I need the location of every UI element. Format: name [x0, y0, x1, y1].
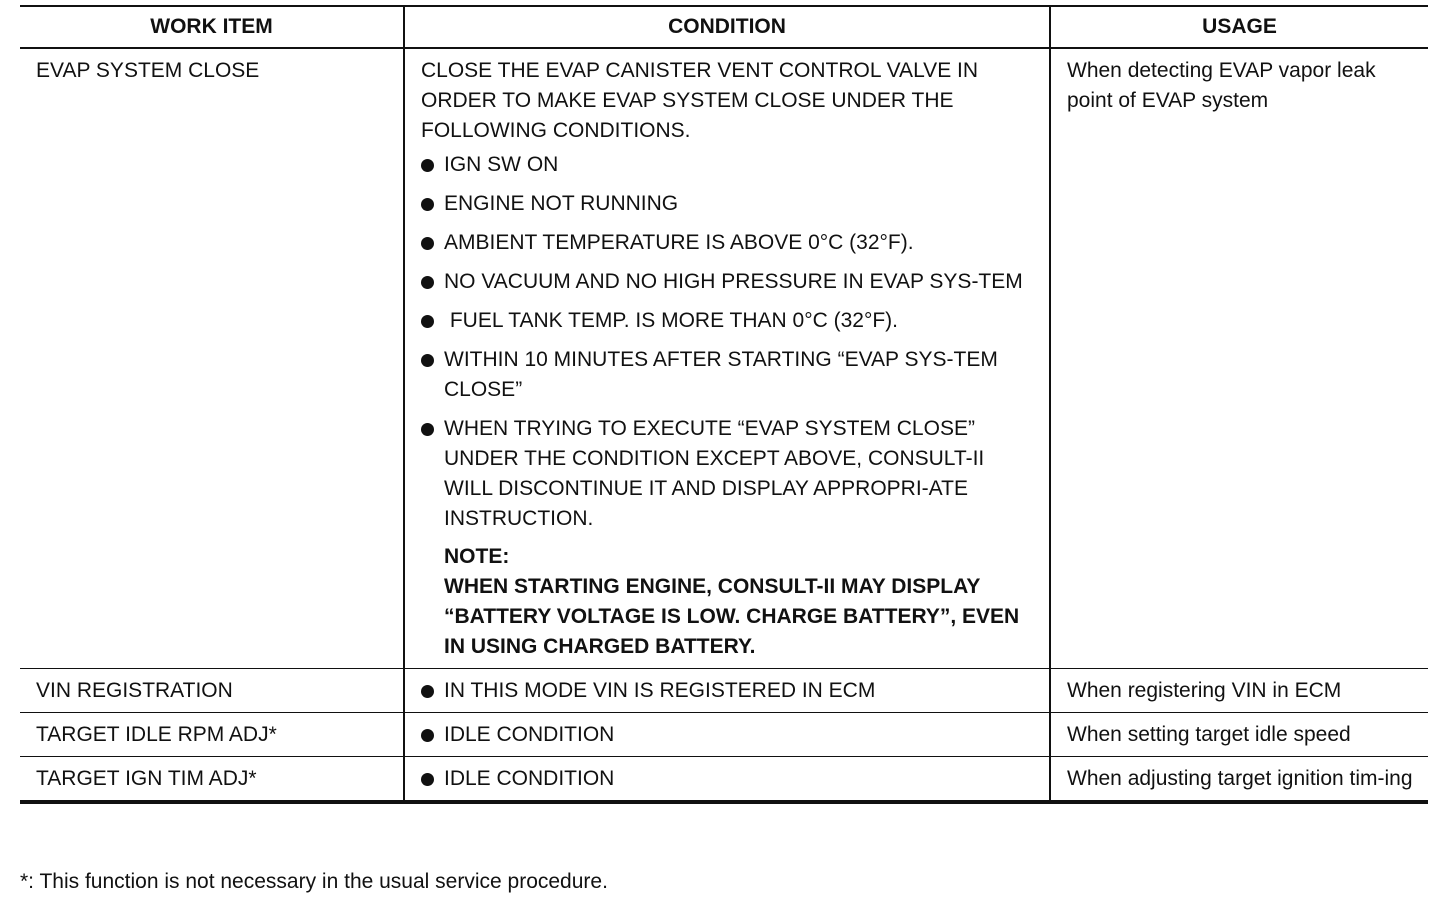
condition-item-text: IGN SW ON [444, 153, 559, 176]
condition-list [421, 150, 1035, 534]
condition-item-text: FUEL TANK TEMP. IS MORE THAN 0°C (32°F). [444, 309, 899, 332]
table-row [20, 669, 1428, 713]
condition-item-text: WITHIN 10 MINUTES AFTER STARTING “EVAP SYS-TEM CLOSE” [444, 348, 998, 401]
condition-intro: CLOSE THE EVAP CANISTER VENT CONTROL VALVE IN ORDER TO MAKE EVAP SYSTEM CLOSE UNDER THE FOLLOWING CONDITIONS. [421, 59, 979, 142]
condition-item [421, 267, 1035, 297]
work-item-cell: TARGET IDLE RPM ADJ* [20, 713, 404, 757]
condition-item [421, 189, 1035, 219]
condition-item [421, 228, 1035, 258]
usage-cell: When setting target idle speed [1050, 713, 1428, 757]
condition-item [421, 150, 1035, 180]
footnote: *: This function is not necessary in the usual service procedure. [20, 870, 608, 893]
header-condition: CONDITION [404, 6, 1050, 48]
condition-item [421, 676, 1035, 706]
condition-item-text: WHEN TRYING TO EXECUTE “EVAP SYSTEM CLOSE” UNDER THE CONDITION EXCEPT ABOVE, CONSULT-II WILL DISCONTINUE IT AND DISPLAY APPROPRI-ATE INSTRUCTION. [444, 417, 985, 530]
table-row [20, 48, 1428, 669]
condition-item [421, 306, 1035, 336]
usage-cell: When detecting EVAP vapor leak point of EVAP system [1050, 48, 1428, 669]
note-label: NOTE: [444, 545, 510, 568]
bullet-icon [421, 159, 434, 172]
condition-item-text: ENGINE NOT RUNNING [444, 192, 679, 215]
condition-list [421, 720, 1035, 750]
work-item-cell: VIN REGISTRATION [20, 669, 404, 713]
condition-list [421, 764, 1035, 794]
condition-item-text: IN THIS MODE VIN IS REGISTERED IN ECM [444, 679, 876, 702]
work-item-table [20, 5, 1428, 804]
work-item-cell: TARGET IGN TIM ADJ* [20, 757, 404, 803]
bullet-icon [421, 198, 434, 211]
table-row [20, 713, 1428, 757]
condition-cell [404, 48, 1050, 669]
bullet-icon [421, 685, 434, 698]
condition-item [421, 414, 1035, 534]
table-row [20, 757, 1428, 803]
condition-cell [404, 669, 1050, 713]
page [20, 5, 1428, 804]
work-item-cell: EVAP SYSTEM CLOSE [20, 48, 404, 669]
condition-cell [404, 713, 1050, 757]
condition-item-text: IDLE CONDITION [444, 767, 615, 790]
note-block [444, 542, 1035, 662]
usage-cell: When adjusting target ignition tim-ing [1050, 757, 1428, 803]
condition-item [421, 764, 1035, 794]
condition-item [421, 345, 1035, 405]
condition-cell [404, 757, 1050, 803]
condition-item [421, 720, 1035, 750]
header-work-item: WORK ITEM [20, 6, 404, 48]
condition-item-text: AMBIENT TEMPERATURE IS ABOVE 0°C (32°F). [444, 231, 914, 254]
bullet-icon [421, 237, 434, 250]
bullet-icon [421, 773, 434, 786]
header-row [20, 6, 1428, 48]
bullet-icon [421, 354, 434, 367]
condition-item-text: IDLE CONDITION [444, 723, 615, 746]
note-text: WHEN STARTING ENGINE, CONSULT-II MAY DISPLAY “BATTERY VOLTAGE IS LOW. CHARGE BATTERY”, EVEN IN USING CHARGED BATTERY. [444, 575, 1020, 658]
condition-item-text: NO VACUUM AND NO HIGH PRESSURE IN EVAP SYS-TEM [444, 270, 1023, 293]
bullet-icon [421, 276, 434, 289]
usage-cell: When registering VIN in ECM [1050, 669, 1428, 713]
header-usage: USAGE [1050, 6, 1428, 48]
bullet-icon [421, 315, 434, 328]
condition-list [421, 676, 1035, 706]
bullet-icon [421, 729, 434, 742]
bullet-icon [421, 423, 434, 436]
